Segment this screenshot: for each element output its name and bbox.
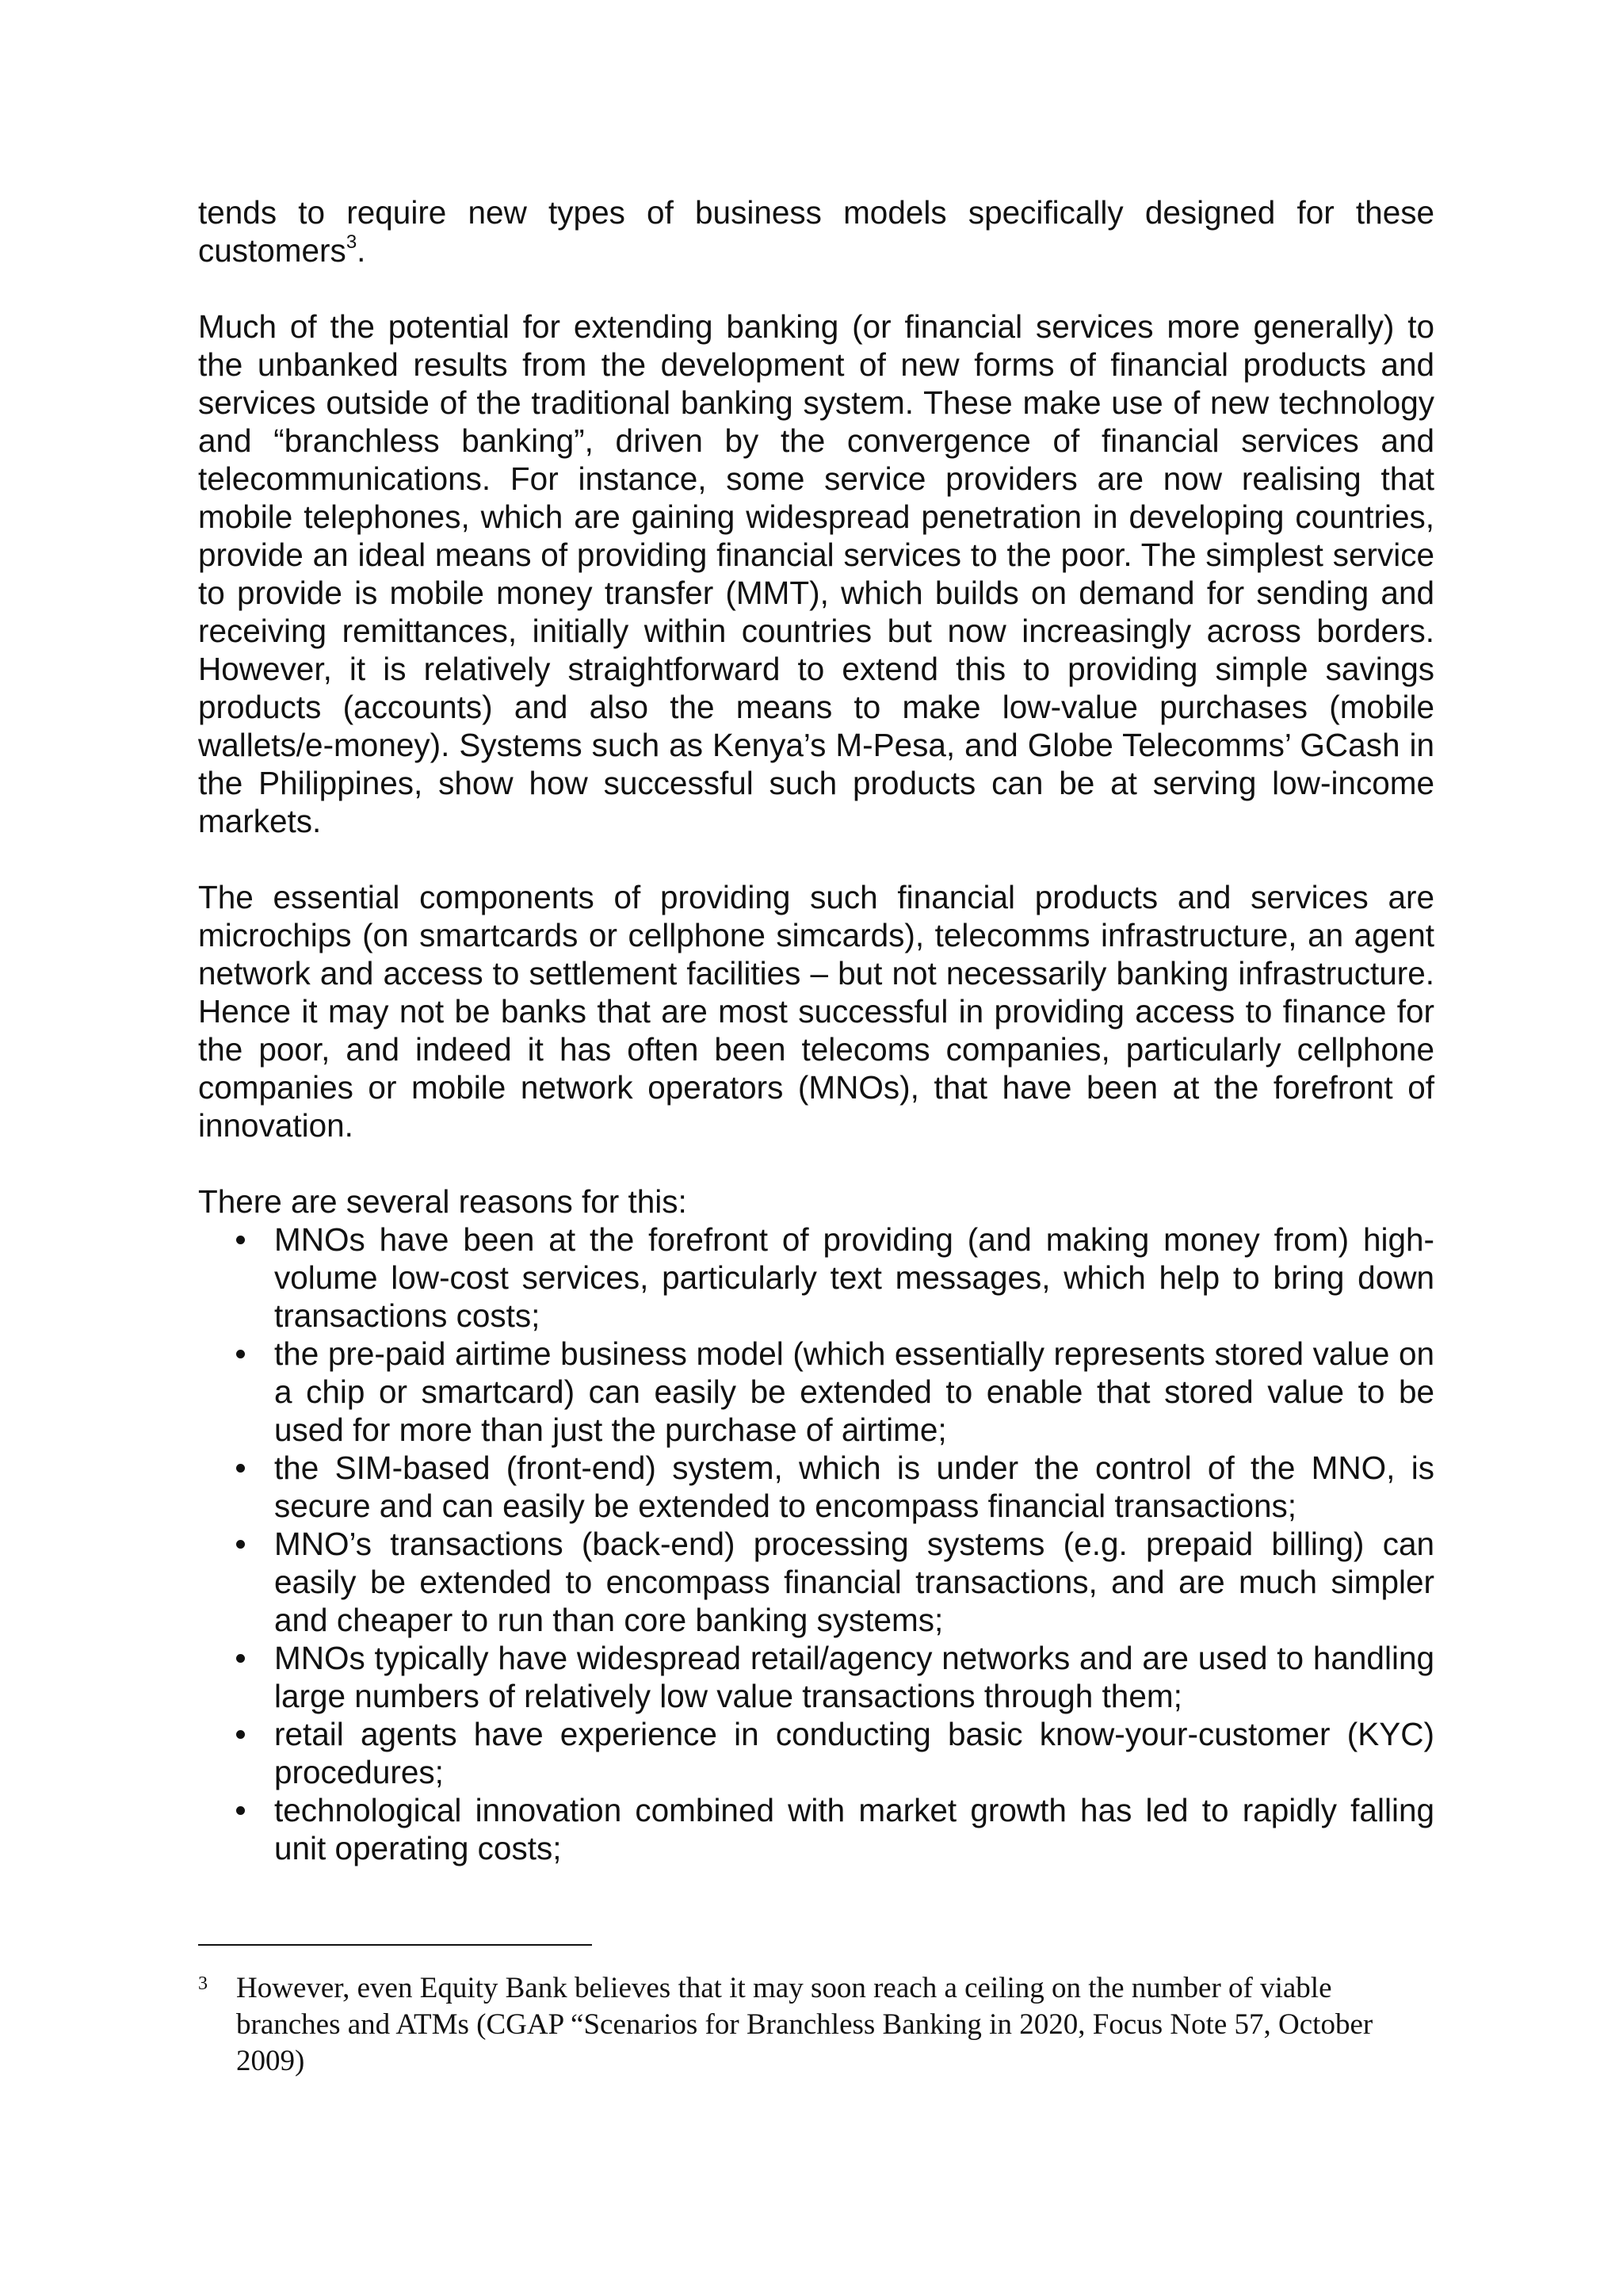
list-item bbox=[274, 1525, 1434, 1639]
bullet-icon bbox=[236, 1806, 245, 1815]
paragraph-3: The essential components of providing such financial products and services are microchips (on smartcards or cellphone simcards), telecomms infrastructure, an agent network and access to settlement facilities – but not necessarily banking infrastructure. Hence it may not be banks that are most successful in providing access to finance for the poor, and indeed it has often been telecoms companies, particularly cellphone companies or mobile network operators (MNOs), that have been at the forefront of innovation. bbox=[198, 879, 1434, 1144]
footnote-reference: 3 bbox=[346, 231, 357, 253]
list-item bbox=[274, 1449, 1434, 1525]
list-item-text: MNOs have been at the forefront of providing (and making money from) high-volume low-cost services, particularly text messages, which help to bring down transactions costs; bbox=[274, 1221, 1434, 1334]
list-item bbox=[274, 1335, 1434, 1449]
paragraph-1-end: . bbox=[357, 232, 366, 269]
paragraph-1 bbox=[198, 193, 1434, 269]
list-item-text: MNOs typically have widespread retail/agency networks and are used to handling large numbers of relatively low value transactions through them; bbox=[274, 1640, 1434, 1714]
footnote-separator bbox=[198, 1944, 592, 1946]
document-body bbox=[198, 193, 1434, 1867]
footnote bbox=[198, 1970, 1434, 2080]
bullet-icon bbox=[236, 1540, 245, 1549]
footnote-mark: 3 bbox=[198, 1973, 208, 1994]
list-item-text: technological innovation combined with market growth has led to rapidly falling unit operating costs; bbox=[274, 1792, 1434, 1866]
footnote-text: However, even Equity Bank believes that it may soon reach a ceiling on the number of viable branches and ATMs (CGAP “Scenarios for Branchless Banking in 2020, Focus Note 57, October 2009) bbox=[236, 1972, 1373, 2077]
list-item-text: the pre-paid airtime business model (which essentially represents stored value on a chip or smartcard) can easily be extended to enable that stored value to be used for more than just the purchase of airtime; bbox=[274, 1335, 1434, 1448]
list-item-text: MNO’s transactions (back-end) processing systems (e.g. prepaid billing) can easily be extended to encompass financial transactions, and are much simpler and cheaper to run than core banking systems; bbox=[274, 1526, 1434, 1638]
list-item bbox=[274, 1221, 1434, 1335]
list-item bbox=[274, 1639, 1434, 1715]
list-item bbox=[274, 1791, 1434, 1867]
list-item-text: retail agents have experience in conducting basic know-your-customer (KYC) procedures; bbox=[274, 1716, 1434, 1790]
paragraph-2: Much of the potential for extending banking (or financial services more generally) to the unbanked results from the development of new forms of financial products and services outside of the traditional banking system. These make use of new technology and “branchless banking”, driven by the convergence of financial services and telecommunications. For instance, some service providers are now realising that mobile telephones, which are gaining widespread penetration in developing countries, provide an ideal means of providing financial services to the poor. The simplest service to provide is mobile money transfer (MMT), which builds on demand for sending and receiving remittances, initially within countries but now increasingly across borders. However, it is relatively straightforward to extend this to providing simple savings products (accounts) and also the means to make low-value purchases (mobile wallets/e-money). Systems such as Kenya’s M-Pesa, and Globe Telecomms’ GCash in the Philippines, show how successful such products can be at serving low-income markets. bbox=[198, 308, 1434, 839]
reasons-list bbox=[198, 1221, 1434, 1867]
bullet-icon bbox=[236, 1730, 245, 1739]
bullet-icon bbox=[236, 1236, 245, 1244]
list-item-text: the SIM-based (front-end) system, which is under the control of the MNO, is secure and can easily be extended to encompass financial transactions; bbox=[274, 1450, 1434, 1524]
bullet-icon bbox=[236, 1464, 245, 1473]
paragraph-4-intro: There are several reasons for this: bbox=[198, 1183, 687, 1220]
list-item bbox=[274, 1715, 1434, 1791]
bullet-icon bbox=[236, 1350, 245, 1358]
paragraph-1-text: tends to require new types of business models specifically designed for these customers bbox=[198, 194, 1434, 269]
bullet-icon bbox=[236, 1654, 245, 1663]
